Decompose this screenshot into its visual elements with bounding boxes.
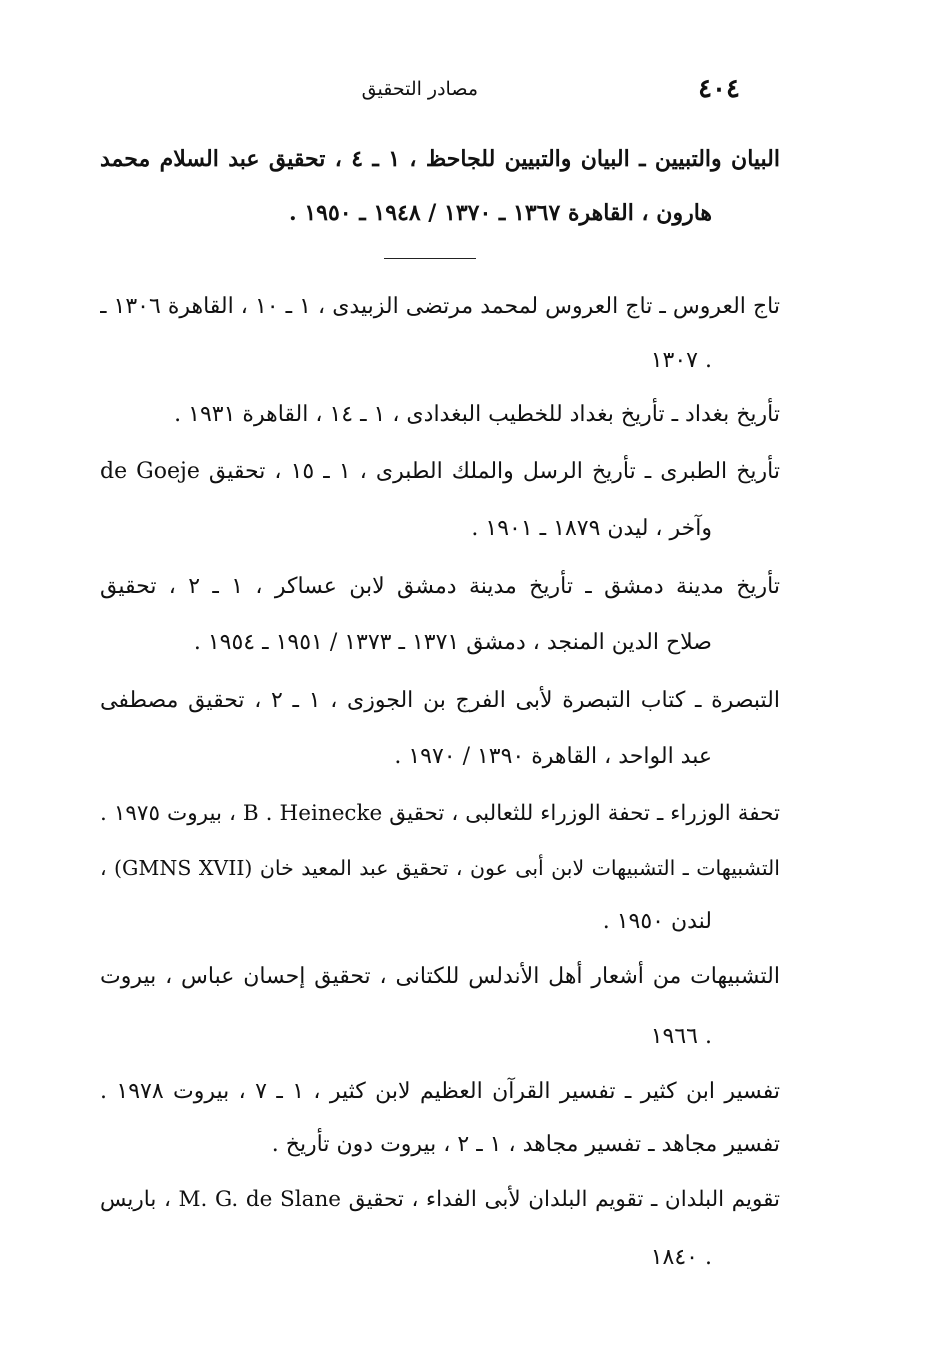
section-divider — [384, 258, 476, 259]
entry-line: وآخر ، ليدن ١٨٧٩ ـ ١٩٠١ . — [471, 516, 712, 541]
page-number: ٤٠٤ — [698, 74, 740, 104]
page-header — [100, 74, 740, 108]
running-title: مصادر التحقيق — [361, 78, 478, 100]
entry-line: تاج العروس ـ تاج العروس لمحمد مرتضى الزبيدى ، ١ ـ ١٠ ، القاهرة ١٣٠٦ ـ — [100, 294, 780, 319]
entry-line: لندن ١٩٥٠ . — [602, 909, 712, 934]
entry-line: تفسير مجاهد ـ تفسير مجاهد ، ١ ـ ٢ ، بيروت دون تأريخ . — [271, 1132, 780, 1157]
entry-line: تقويم البلدان ـ تقويم البلدان لأبى الفداء ، تحقيق M. G. de Slane ، باريس — [100, 1187, 780, 1212]
entry-line: البيان والتبيين ـ البيان والتبيين للجاحظ ، ١ ـ ٤ ، تحقيق عبد السلام محمد — [100, 146, 780, 172]
entry-line: هارون ، القاهرة ١٣٦٧ ـ ١٣٧٠ / ١٩٤٨ ـ ١٩٥٠ . — [289, 200, 712, 226]
entry-line: التشبيهات ـ التشبيهات لابن أبى عون ، تحقيق عبد المعيد خان (GMNS XVII) ، — [100, 856, 780, 880]
entry-line: التشبيهات من أشعار أهل الأندلس للكتانى ، تحقيق إحسان عباس ، بيروت — [100, 964, 780, 989]
entry-line: ١٣٠٧ . — [650, 348, 712, 373]
entry-line: ١٩٦٦ . — [650, 1024, 712, 1049]
entry-line: صلاح الدين المنجد ، دمشق ١٣٧١ ـ ١٣٧٣ / ١٩٥١ ـ ١٩٥٤ . — [193, 630, 712, 655]
entry-line: تأريخ الطبرى ـ تأريخ الرسل والملك الطبرى ، ١ ـ ١٥ ، تحقيق de Goeje — [100, 459, 780, 484]
entry-line: ١٨٤٠ . — [650, 1245, 712, 1270]
entry-line: تأريخ بغداد ـ تأريخ بغداد للخطيب البغدادى ، ١ ـ ١٤ ، القاهرة ١٩٣١ . — [174, 402, 780, 427]
entry-line: عبد الواحد ، القاهرة ١٣٩٠ / ١٩٧٠ . — [394, 744, 712, 769]
entry-line: تأريخ مدينة دمشق ـ تأريخ مدينة دمشق لابن عساكر ، ١ ـ ٢ ، تحقيق — [100, 574, 780, 599]
entry-line: التبصرة ـ كتاب التبصرة لأبى الفرج بن الجوزى ، ١ ـ ٢ ، تحقيق مصطفى — [100, 688, 780, 713]
entry-line: تحفة الوزراء ـ تحفة الوزراء للثعالبى ، تحقيق B . Heinecke ، بيروت ١٩٧٥ . — [100, 801, 780, 826]
entry-line: تفسير ابن كثير ـ تفسير القرآن العظيم لابن كثير ، ١ ـ ٧ ، بيروت ١٩٧٨ . — [100, 1079, 780, 1104]
